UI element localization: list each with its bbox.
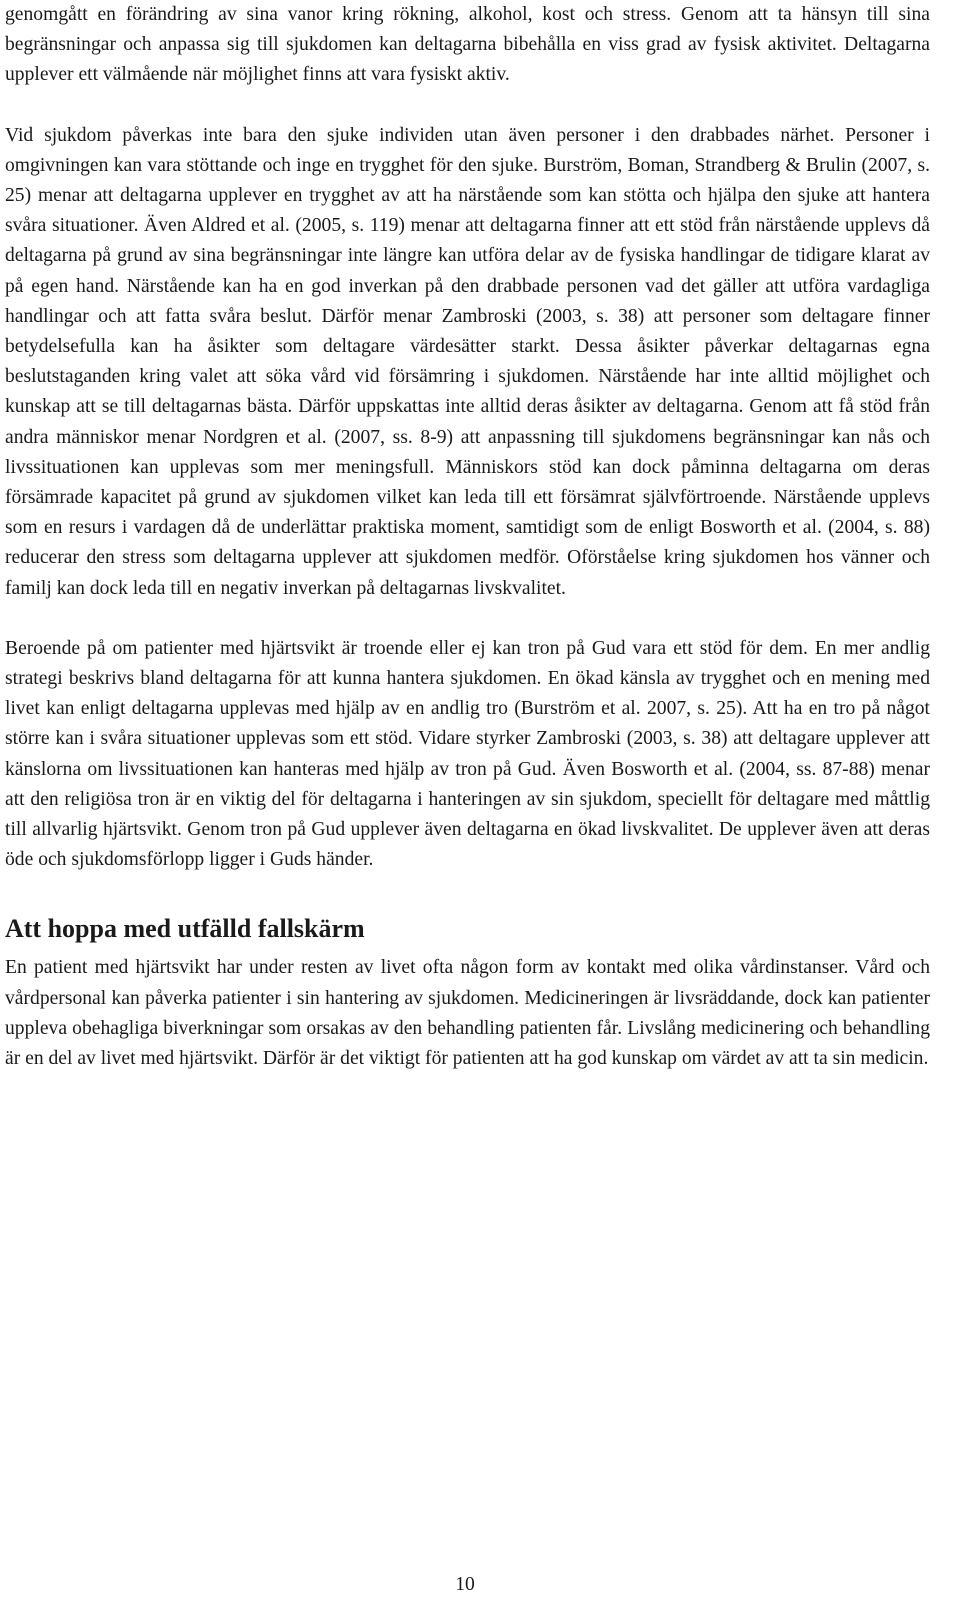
page-number: 10 [455,1574,475,1595]
body-paragraph-4: En patient med hjärtsvikt har under resten av livet ofta någon form av kontakt med olika vårdinstanser. Vård och vårdpersonal kan påverka patienter i sin hantering av sjukdomen. Medicineringen är livsräddande, dock kan patienter uppleva obehagliga biverkningar som orsakas av den behandling patienten får. Livslång medicinering och behandling är en del av livet med hjärtsvikt. Därför är det viktigt för patienten att ha god kunskap om värdet av att ta sin medicin. [5,957,930,1070]
body-paragraph-2: Vid sjukdom påverkas inte bara den sjuke individen utan även personer i den drabbades närhet. Personer i omgivningen kan vara stöttande och inge en trygghet för den sjuke. Burström, Boman, Strandberg & Brulin (2007, s. 25) menar att deltagarna upplever en trygghet av att ha närstående som kan stötta och hjälpa den sjuke att hantera svåra situationer. Även Aldred et al. (2005, s. 119) menar att deltagarna finner att ett stöd från närstående upplevs då deltagarna på grund av sina begränsningar inte längre kan utföra delar av de fysiska handlingar de tidigare klarat av på egen hand. Närstående kan ha en god inverkan på den drabbade personen vad det gäller att utföra vardagliga handlingar och att fatta svåra beslut. Därför menar Zambroski (2003, s. 38) att personer som deltagare finner betydelsefulla kan ha åsikter som deltagare värdesätter starkt. Dessa åsikter påverkar deltagarnas egna beslutstaganden kring valet att söka vård vid försämring i sjukdomen. Närstående har inte alltid möjlighet och kunskap att se till deltagarnas bästa. Därför uppskattas inte alltid deras åsikter av deltagarna. Genom att få stöd från andra människor menar Nordgren et al. (2007, ss. 8-9) att anpassning till sjukdomens begränsningar kan nås och livssituationen kan upplevas som mer meningsfull. Människors stöd kan dock påminna deltagarna om deras försämrade kapacitet på grund av sjukdomen vilket kan leda till ett försämrat självförtroende. Närstående upplevs som en resurs i vardagen då de underlättar praktiska moment, samtidigt som de enligt Bosworth et al. (2004, s. 88) reducerar den stress som deltagarna upplever att sjukdomen medför. Oförståelse kring sjukdomen hos vänner och familj kan dock leda till en negativ inverkan på deltagarnas livskvalitet. [5,124,930,599]
body-paragraph-1: genomgått en förändring av sina vanor kring rökning, alkohol, kost och stress. Genom att ta hänsyn till sina begränsningar och anpassa sig till sjukdomen kan deltagarna bibehålla en viss grad av fysisk aktivitet. Deltagarna upplever ett välmående när möjlighet finns att vara fysiskt aktiv. [5,4,930,86]
document-page [5,0,930,1074]
body-paragraph-3: Beroende på om patienter med hjärtsvikt är troende eller ej kan tron på Gud vara ett stöd för dem. En mer andlig strategi beskrivs bland deltagarna för att kunna hantera sjukdomen. En ökad känsla av trygghet och en mening med livet kan enligt deltagarna upplevas med hjälp av en andlig tro (Burström et al. 2007, s. 25). Att ha en tro på något större kan i svåra situationer upplevas som ett stöd. Vidare styrker Zambroski (2003, s. 38) att deltagare upplever att känslorna om livssituationen kan hanteras med hjälp av tron på Gud. Även Bosworth et al. (2004, ss. 87-88) menar att den religiösa tron är en viktig del för deltagarna i hanteringen av sin sjukdom, speciellt för deltagare med måttlig till allvarlig hjärtsvikt. Genom tron på Gud upplever även deltagarna en ökad livskvalitet. De upplever även att deras öde och sjukdomsförlopp ligger i Guds händer. [5,637,930,871]
section-heading: Att hoppa med utfälld fallskärm [5,914,365,944]
